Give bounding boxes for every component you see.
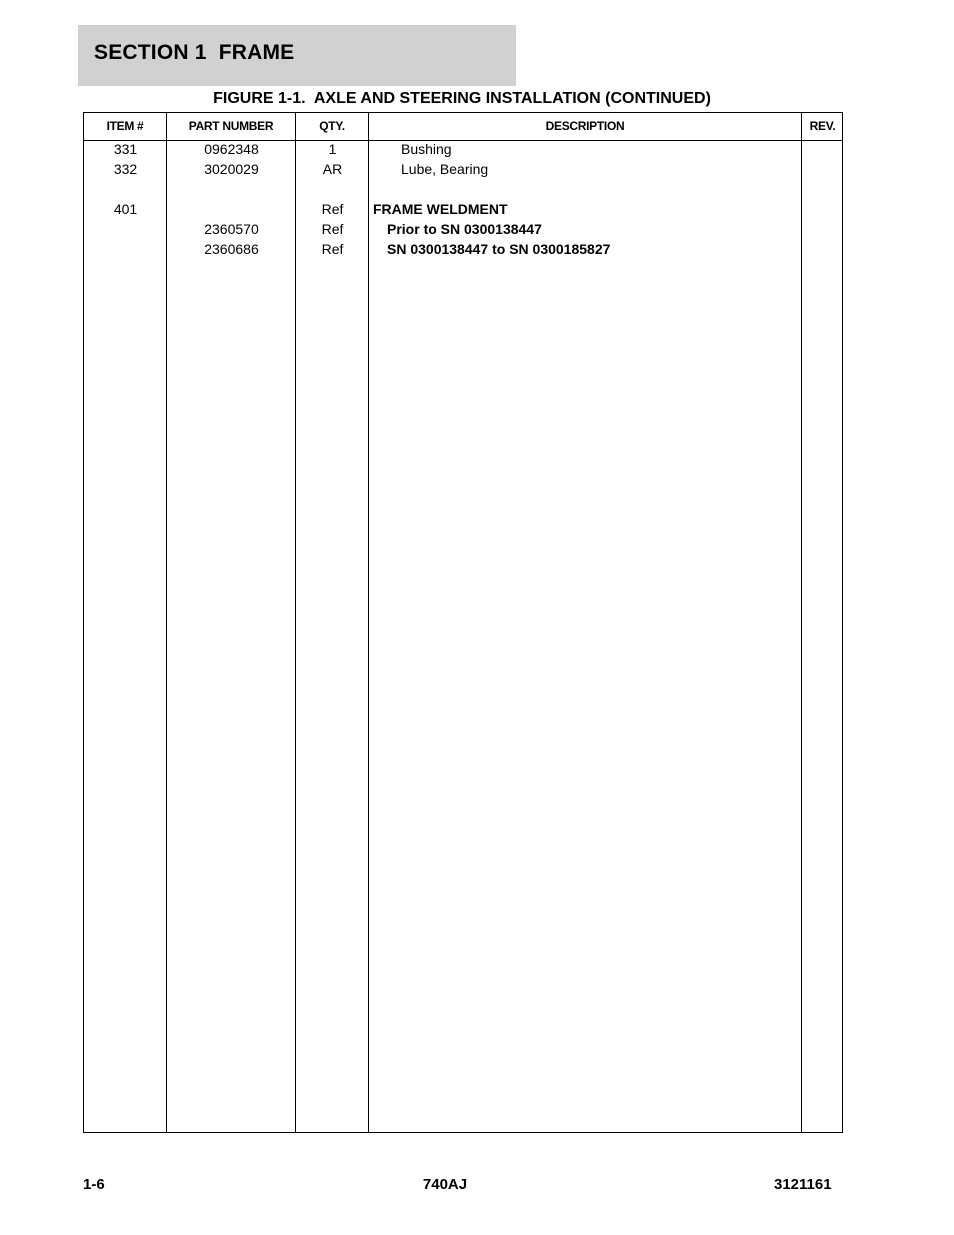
section-header — [78, 25, 516, 86]
section-title: SECTION 1 FRAME — [94, 41, 295, 64]
description-cell: FRAME WELDMENT — [373, 201, 508, 217]
table-row — [84, 179, 842, 199]
document-number: 3121161 — [774, 1176, 832, 1193]
parts-table — [83, 112, 843, 1133]
part-number-cell: 3020029 — [204, 161, 259, 177]
qty-cell: AR — [322, 161, 343, 177]
model-name: 740AJ — [422, 1176, 468, 1193]
description-cell — [373, 179, 793, 199]
item-number-cell — [84, 179, 167, 199]
description-cell: Lube, Bearing — [401, 161, 489, 177]
part-number-cell — [167, 199, 296, 219]
item-number-cell — [84, 239, 167, 259]
table-row — [84, 239, 842, 259]
rev-cell — [802, 179, 843, 199]
item-number-cell: 401 — [113, 201, 138, 217]
item-number-cell: 332 — [113, 161, 138, 177]
description-cell: SN 0300138447 to SN 0300185827 — [387, 241, 611, 257]
header-qty: QTY. — [319, 119, 345, 133]
table-row — [84, 139, 842, 159]
header-item: ITEM # — [106, 119, 144, 133]
column-divider — [801, 113, 802, 1132]
header-part-number: PART NUMBER — [188, 119, 274, 133]
part-number-cell: 2360686 — [204, 241, 259, 257]
table-row — [84, 159, 842, 179]
qty-cell: Ref — [321, 241, 344, 257]
part-number-cell: 0962348 — [204, 141, 259, 157]
header-rev: REV. — [809, 119, 836, 133]
rev-cell — [802, 199, 843, 219]
item-number-cell — [84, 219, 167, 239]
rev-cell — [802, 139, 843, 159]
table-row — [84, 219, 842, 239]
header-description: DESCRIPTION — [545, 119, 625, 133]
page-number: 1-6 — [83, 1176, 105, 1193]
table-row — [84, 199, 842, 219]
part-number-cell — [167, 179, 296, 199]
column-divider — [368, 113, 369, 1132]
rev-cell — [802, 219, 843, 239]
item-number-cell: 331 — [113, 141, 138, 157]
column-divider — [295, 113, 296, 1132]
rev-cell — [802, 159, 843, 179]
qty-cell: 1 — [328, 141, 337, 157]
figure-title: FIGURE 1-1. AXLE AND STEERING INSTALLATION (CONTINUED) — [213, 90, 711, 107]
qty-cell — [296, 179, 369, 199]
qty-cell: Ref — [321, 221, 344, 237]
part-number-cell: 2360570 — [204, 221, 259, 237]
rev-cell — [802, 239, 843, 259]
column-divider — [166, 113, 167, 1132]
qty-cell: Ref — [321, 201, 344, 217]
description-cell: Prior to SN 0300138447 — [387, 221, 542, 237]
description-cell: Bushing — [401, 141, 452, 157]
